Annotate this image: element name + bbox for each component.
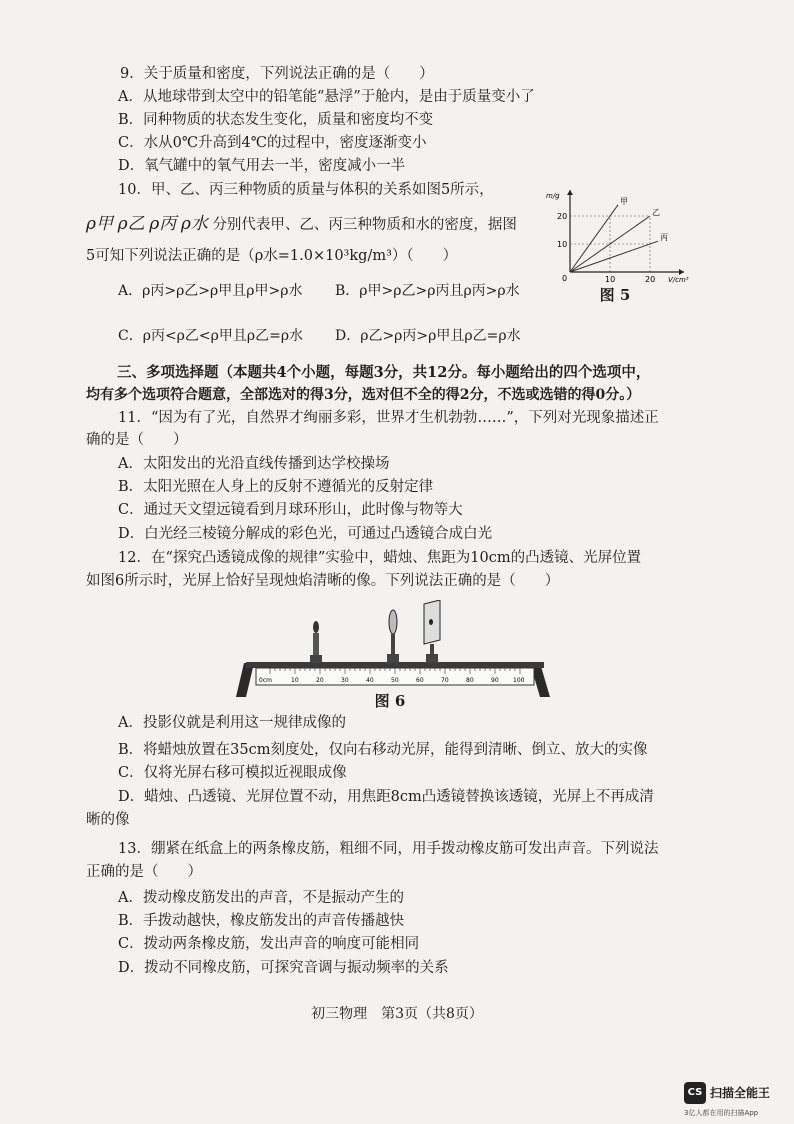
- q9-option-b: B．同种物质的状态发生变化，质量和密度均不变: [118, 112, 434, 128]
- q10-option-d: D．ρ乙>ρ丙>ρ甲且ρ乙=ρ水: [335, 328, 521, 344]
- q9-option-a: A．从地球带到太空中的铅笔能“悬浮”于舱内，是由于质量变小了: [118, 89, 535, 105]
- figure-6-caption: 图 6: [374, 692, 406, 710]
- q10-line2-text: 分别代表甲、乙、丙三种物质和水的密度，据图: [212, 217, 517, 233]
- q12-stem: 12．在“探究凸透镜成像的规律”实验中，蜡烛、焦距为10cm的凸透镜、光屏位置: [118, 550, 642, 566]
- figure-5-mass-volume-graph: [540, 190, 700, 290]
- q12-option-d: D．蜡烛、凸透镜、光屏位置不动，用焦距8cm凸透镜替换该透镜，光屏上不再成清: [118, 789, 654, 805]
- rho-shui: ρ水: [180, 214, 208, 234]
- q13-option-a: A．拨动橡皮筋发出的声音，不是振动产生的: [118, 890, 404, 906]
- q10-option-a: A．ρ丙>ρ乙>ρ甲且ρ甲>ρ水: [118, 283, 303, 299]
- series-line-3: [570, 241, 658, 272]
- q11-stem-cont: 确的是（ ）: [86, 432, 188, 448]
- q12-option-c: C．仅将光屏右移可模拟近视眼成像: [118, 765, 347, 781]
- q12-option-b: B．将蜡烛放置在35cm刻度处，仅向右移动光屏，能得到清晰、倒立、放大的实像: [118, 742, 648, 758]
- rho-bing: ρ丙: [149, 214, 177, 234]
- q11-option-c: C．通过天文望远镜看到月球环形山，此时像与物等大: [118, 502, 463, 518]
- q13-option-c: C．拨动两条橡皮筋，发出声音的响度可能相同: [118, 936, 420, 952]
- q9-option-d: D．氧气罐中的氧气用去一半，密度减小一半: [118, 158, 406, 174]
- q12-stem-cont: 如图6所示时，光屏上恰好呈现烛焰清晰的像。下列说法正确的是（ ）: [86, 573, 560, 589]
- ruler-tick-label: 30: [341, 677, 349, 684]
- figure-6-optical-bench: [230, 600, 560, 700]
- q13-stem: 13．绷紧在纸盒上的两条橡皮筋，粗细不同，用手拨动橡皮筋可发出声音。下列说法: [118, 841, 659, 857]
- series-label-1: 甲: [620, 196, 628, 206]
- q13-option-d: D．拨动不同橡皮筋，可探究音调与振动频率的关系: [118, 960, 449, 976]
- section-3-instructions: 均有多个选项符合题意，全部选对的得3分，选对但不全的得2分，不选或选错的得0分。）: [86, 387, 641, 403]
- q10-stem: 10．甲、乙、丙三种物质的质量与体积的关系如图5所示，: [118, 182, 494, 198]
- ruler-end-label: 100: [513, 677, 525, 684]
- q10-option-b: B．ρ甲>ρ乙>ρ丙且ρ丙>ρ水: [335, 283, 520, 299]
- rho-jia: ρ甲: [86, 214, 113, 234]
- camscanner-logo-icon: CS: [684, 1082, 706, 1104]
- q11-option-d: D．白光经三棱镜分解成的彩色光，可通过凸透镜合成白光: [118, 526, 493, 542]
- scanner-app-name: 扫描全能王: [710, 1086, 771, 1100]
- q12-option-d-cont: 晰的像: [86, 812, 130, 828]
- x-tick-label: 10: [605, 275, 616, 284]
- y-tick-label: 10: [557, 240, 568, 249]
- ruler-start-label: 0cm: [259, 677, 272, 684]
- q10-option-c: C．ρ丙<ρ乙<ρ甲且ρ乙=ρ水: [118, 328, 304, 344]
- ruler-tick-label: 80: [466, 677, 474, 684]
- candle: [310, 621, 322, 663]
- scanner-watermark: [684, 1082, 794, 1122]
- convex-lens: [387, 610, 399, 663]
- page-footer: 初三物理 第3页（共8页）: [311, 1006, 483, 1022]
- series-label-3: 丙: [660, 233, 668, 243]
- q11-stem: 11．“因为有了光，自然界才绚丽多彩，世界才生机勃勃……”，下列对光现象描述正: [118, 410, 659, 426]
- ruler-tick-label: 60: [416, 677, 424, 684]
- q10-line3: 5可知下列说法正确的是（ρ水=1.0×10³kg/m³）（ ）: [86, 248, 458, 264]
- y-axis-arrow-icon: [567, 190, 573, 195]
- ruler-tick-label: 40: [366, 677, 374, 684]
- rho-yi: ρ乙: [117, 214, 145, 234]
- series-label-2: 乙: [652, 208, 660, 217]
- q12-option-a: A．投影仪就是利用这一规律成像的: [118, 715, 346, 731]
- origin-label: 0: [562, 274, 568, 283]
- y-axis-label: m/g: [546, 192, 560, 200]
- q13-option-b: B．手拨动越快，橡皮筋发出的声音传播越快: [118, 913, 405, 929]
- q13-stem-cont: 正确的是（ ）: [86, 864, 202, 880]
- ruler-tick-label: 90: [491, 677, 499, 684]
- bench-left-leg: [236, 663, 254, 697]
- y-tick-label: 20: [557, 212, 568, 221]
- q11-option-b: B．太阳光照在人身上的反射不遵循光的反射定律: [118, 479, 434, 495]
- q9-stem: 9．关于质量和密度，下列说法正确的是（ ）: [120, 66, 434, 82]
- ruler-tick-label: 20: [316, 677, 324, 684]
- ruler-tick-label: 50: [391, 677, 399, 684]
- series-line-1: [570, 205, 618, 272]
- q10-line2: [86, 214, 517, 235]
- figure-5-caption: 图 5: [599, 286, 631, 304]
- x-axis-arrow-icon: [679, 269, 684, 275]
- ruler-tick-label: 70: [441, 677, 449, 684]
- x-tick-label: 20: [645, 275, 656, 284]
- x-axis-label: V/cm³: [668, 276, 689, 284]
- q9-option-c: C．水从0℃升高到4℃的过程中，密度逐渐变小: [118, 135, 427, 151]
- scanner-tagline: 3亿人都在用的扫描App: [684, 1109, 759, 1117]
- q11-option-a: A．太阳发出的光沿直线传播到达学校操场: [118, 456, 390, 472]
- ruler-tick-label: 10: [291, 677, 299, 684]
- section-3-header: 三、多项选择题（本题共4个小题，每题3分，共12分。每小题给出的四个选项中，: [117, 364, 651, 381]
- light-screen: [424, 600, 440, 663]
